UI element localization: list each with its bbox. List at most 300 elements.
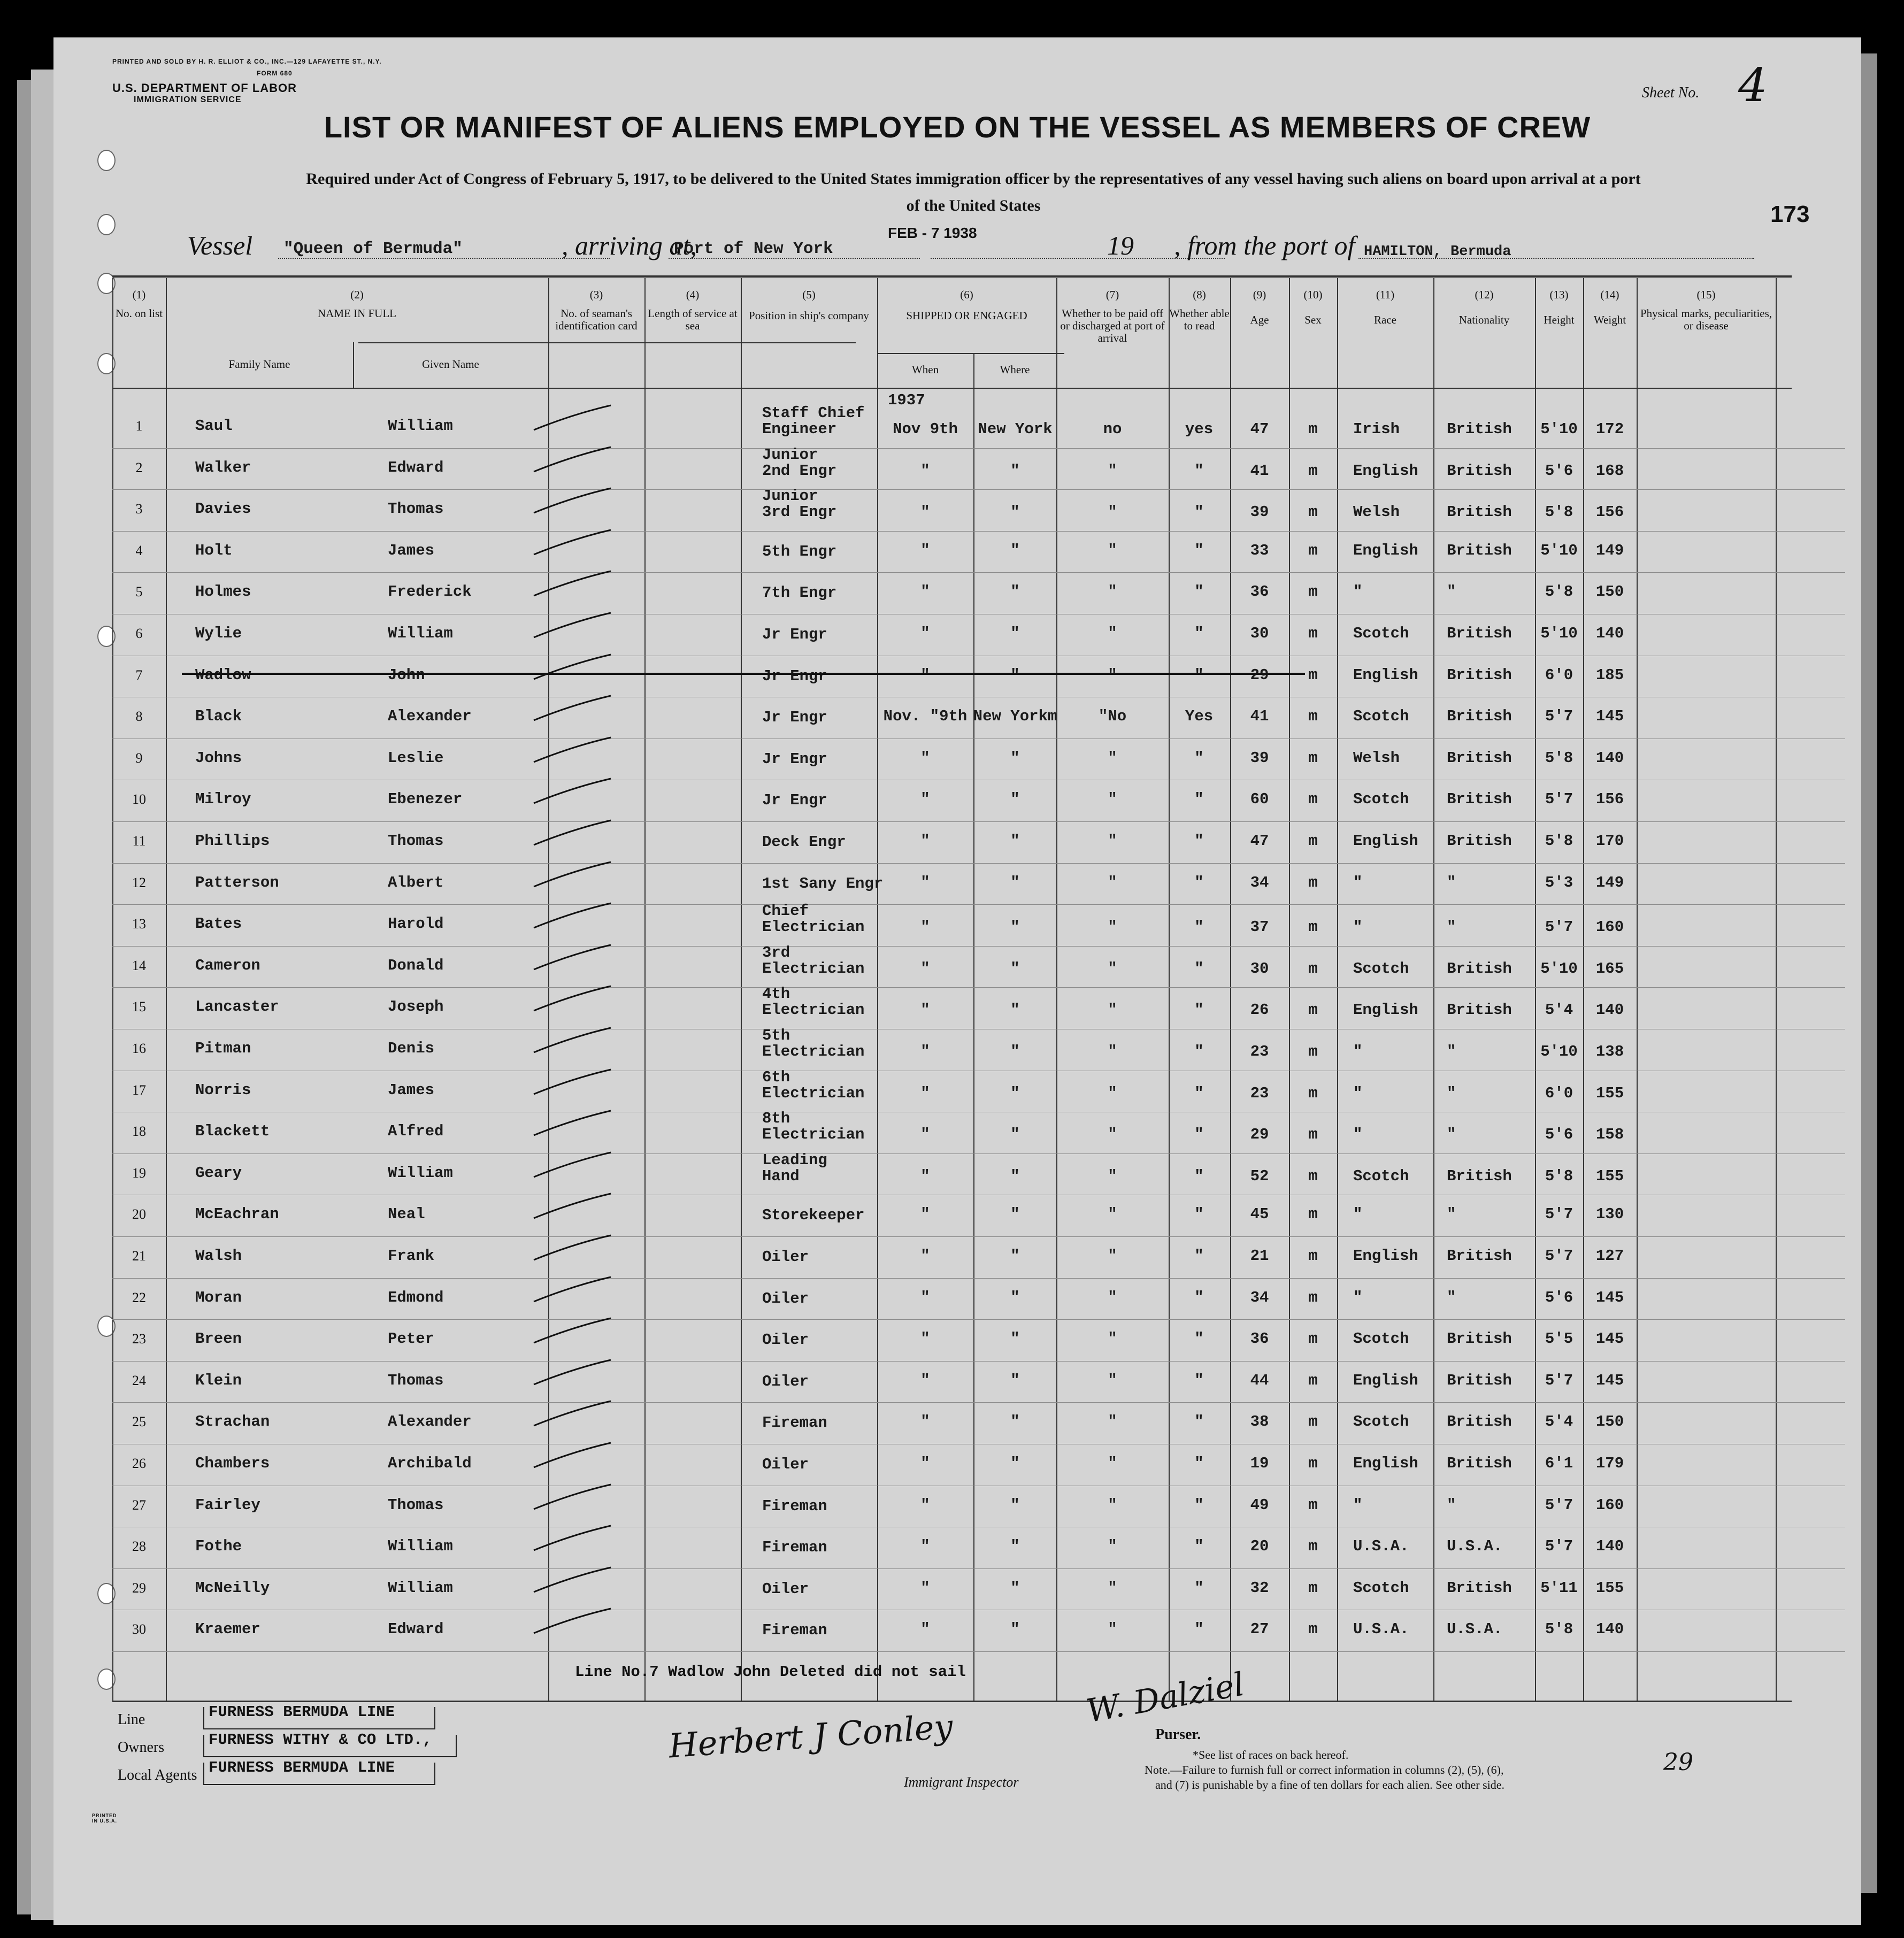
position-line-2: 3rd Engr bbox=[762, 503, 837, 521]
shipped-where: " bbox=[1010, 832, 1020, 850]
nationality: " bbox=[1447, 1084, 1456, 1102]
age: 30 bbox=[1250, 625, 1269, 642]
family-name: Wylie bbox=[195, 625, 242, 642]
col-rule bbox=[1337, 278, 1338, 1701]
id-card-dash-mark bbox=[529, 1025, 615, 1057]
col-13-header: (13) Height bbox=[1544, 288, 1575, 326]
nationality: British bbox=[1447, 1413, 1512, 1431]
nationality: British bbox=[1447, 625, 1512, 642]
paid-off: " bbox=[1108, 1371, 1117, 1389]
nationality: U.S.A. bbox=[1447, 1620, 1503, 1639]
given-name: William bbox=[388, 1537, 453, 1556]
row-rule bbox=[112, 448, 1845, 449]
nationality: British bbox=[1447, 1579, 1512, 1597]
row-number: 5 bbox=[135, 584, 143, 600]
given-name: William bbox=[388, 417, 453, 435]
col-10-header: (10) Sex bbox=[1303, 288, 1323, 326]
row-number: 19 bbox=[132, 1165, 146, 1181]
race: U.S.A. bbox=[1353, 1620, 1409, 1639]
row-rule bbox=[112, 863, 1845, 864]
family-name: Breen bbox=[195, 1330, 242, 1348]
page-number: 173 bbox=[1770, 201, 1810, 227]
weight: 145 bbox=[1595, 1330, 1624, 1348]
col-rule bbox=[1637, 278, 1638, 1701]
paid-off: " bbox=[1108, 1620, 1117, 1639]
id-card-dash-mark bbox=[529, 1564, 615, 1596]
row-number: 6 bbox=[135, 626, 143, 641]
requirement-line-2: of the United States bbox=[906, 197, 1041, 214]
height: 5'10 bbox=[1540, 1043, 1578, 1060]
col-7-header: (7) Whether to be paid off or discharged at port of arrival bbox=[1060, 288, 1165, 344]
height: 5'8 bbox=[1545, 832, 1573, 850]
nationality: " bbox=[1447, 1496, 1456, 1514]
sex: m bbox=[1308, 790, 1318, 809]
position-line-2: Jr Engr bbox=[762, 709, 827, 727]
shipped-where: " bbox=[1010, 873, 1020, 891]
row-rule bbox=[112, 572, 1845, 573]
col-rule bbox=[1169, 278, 1170, 1701]
race: Welsh bbox=[1353, 749, 1400, 767]
race: " bbox=[1353, 583, 1363, 601]
given-name: Edward bbox=[388, 458, 444, 476]
family-name: Davies bbox=[195, 500, 251, 518]
row-number: 26 bbox=[132, 1456, 146, 1471]
height: 5'4 bbox=[1545, 1413, 1573, 1431]
shipped-when: " bbox=[920, 625, 930, 642]
able-to-read: " bbox=[1194, 1620, 1204, 1639]
age: 19 bbox=[1250, 1455, 1269, 1472]
position-line-2: Fireman bbox=[762, 1621, 827, 1640]
position-line-2: Electrician bbox=[762, 1126, 865, 1144]
nationality: " bbox=[1447, 1043, 1456, 1060]
weight: 155 bbox=[1595, 1084, 1624, 1102]
race: Scotch bbox=[1353, 1330, 1409, 1348]
row-number: 11 bbox=[132, 833, 146, 849]
sex: m bbox=[1308, 1167, 1318, 1185]
position-line-2: Hand bbox=[762, 1167, 800, 1185]
paid-off: " bbox=[1108, 1084, 1117, 1102]
paid-off: " bbox=[1108, 1330, 1117, 1348]
sex: m bbox=[1308, 503, 1318, 521]
weight: 165 bbox=[1595, 959, 1624, 978]
age: 32 bbox=[1250, 1579, 1269, 1597]
paid-off: " bbox=[1108, 873, 1117, 891]
family-name: Geary bbox=[195, 1164, 242, 1182]
weight: 140 bbox=[1595, 1537, 1624, 1556]
header-rule bbox=[877, 353, 1064, 354]
age: 36 bbox=[1250, 583, 1269, 601]
shipped-where: " bbox=[1010, 1205, 1020, 1224]
position-line-2: Storekeeper bbox=[762, 1206, 865, 1225]
weight: 140 bbox=[1595, 1620, 1624, 1639]
id-card-dash-mark bbox=[529, 1522, 615, 1555]
weight: 160 bbox=[1595, 918, 1624, 936]
able-to-read: " bbox=[1194, 1537, 1204, 1556]
able-to-read: " bbox=[1194, 1496, 1204, 1514]
corner-number: 29 bbox=[1663, 1749, 1693, 1776]
field-box bbox=[203, 1763, 435, 1785]
header-rule bbox=[358, 342, 856, 343]
row-number: 13 bbox=[132, 916, 146, 932]
shipped-where: " bbox=[1010, 790, 1020, 809]
sex: m bbox=[1308, 1496, 1318, 1514]
family-name: Johns bbox=[195, 749, 242, 767]
age: 23 bbox=[1250, 1043, 1269, 1060]
paid-off: " bbox=[1108, 1455, 1117, 1472]
shipped-when: " bbox=[920, 918, 930, 936]
age: 23 bbox=[1250, 1084, 1269, 1102]
table-top-rule bbox=[112, 275, 1792, 278]
row-number: 14 bbox=[132, 957, 146, 973]
family-name: Holmes bbox=[195, 583, 251, 601]
position-line-1: Chief bbox=[762, 902, 809, 920]
position-line-1: Junior bbox=[762, 487, 818, 505]
row-rule bbox=[112, 1361, 1845, 1362]
note-line-1: *See list of races on back hereof. bbox=[1193, 1748, 1349, 1762]
id-card-dash-mark bbox=[529, 859, 615, 891]
col-11-header: (11) Race bbox=[1374, 288, 1396, 326]
height: 5'10 bbox=[1540, 541, 1578, 559]
col-9-header: (9) Age bbox=[1250, 288, 1269, 326]
sex: m bbox=[1308, 1247, 1318, 1265]
row-number: 21 bbox=[132, 1248, 146, 1264]
nationality: British bbox=[1447, 749, 1512, 767]
position-line-2: Electrician bbox=[762, 1084, 865, 1102]
race: Scotch bbox=[1353, 1413, 1409, 1431]
paid-off: " bbox=[1108, 625, 1117, 642]
paid-off: " bbox=[1108, 1579, 1117, 1597]
weight: 145 bbox=[1595, 1371, 1624, 1389]
row-number: 17 bbox=[132, 1082, 146, 1098]
row-number: 20 bbox=[132, 1206, 146, 1222]
able-to-read: " bbox=[1194, 1330, 1204, 1348]
col-rule bbox=[973, 353, 974, 1701]
row-rule bbox=[112, 1153, 1845, 1154]
weight: 149 bbox=[1595, 541, 1624, 559]
weight: 170 bbox=[1595, 832, 1624, 850]
race: " bbox=[1353, 873, 1363, 891]
position-line-2: Jr Engr bbox=[762, 791, 827, 810]
weight: 172 bbox=[1595, 420, 1624, 438]
row-rule bbox=[112, 1651, 1845, 1652]
given-name: Ebenezer bbox=[388, 790, 463, 809]
race: " bbox=[1353, 1043, 1363, 1060]
row-number: 3 bbox=[135, 501, 143, 517]
weight: 155 bbox=[1595, 1167, 1624, 1185]
row-number: 24 bbox=[132, 1372, 146, 1388]
row-number: 23 bbox=[132, 1331, 146, 1347]
col-4-header: (4) Length of service at sea bbox=[648, 288, 738, 332]
able-to-read: " bbox=[1194, 1084, 1204, 1102]
given-name: Thomas bbox=[388, 832, 444, 850]
height: 5'10 bbox=[1540, 420, 1578, 438]
position-line-2: Engineer bbox=[762, 420, 837, 438]
weight: 160 bbox=[1595, 1496, 1624, 1514]
able-to-read: " bbox=[1194, 1371, 1204, 1389]
race: Scotch bbox=[1353, 707, 1409, 726]
height: 5'7 bbox=[1545, 1537, 1573, 1556]
able-to-read: " bbox=[1194, 1247, 1204, 1265]
given-name: William bbox=[388, 1164, 453, 1182]
shipped-when: Nov 9th bbox=[893, 420, 958, 438]
row-number: 28 bbox=[132, 1539, 146, 1555]
able-to-read: " bbox=[1194, 749, 1204, 767]
sex: m bbox=[1308, 1579, 1318, 1597]
weight: 127 bbox=[1595, 1247, 1624, 1265]
shipped-year: 1937 bbox=[888, 391, 925, 409]
given-name: John bbox=[388, 666, 425, 684]
underline bbox=[669, 258, 920, 259]
given-name: Joseph bbox=[388, 998, 444, 1016]
paid-off: " bbox=[1108, 1537, 1117, 1556]
family-name: Fothe bbox=[195, 1537, 242, 1556]
col-2-header: (2) NAME IN FULL bbox=[318, 288, 396, 320]
col-rule bbox=[166, 278, 167, 1701]
family-name: Black bbox=[195, 707, 242, 726]
line-value: FURNESS BERMUDA LINE bbox=[209, 1703, 395, 1721]
height: 6'1 bbox=[1545, 1455, 1573, 1472]
race: Irish bbox=[1353, 420, 1400, 438]
shipped-where: " bbox=[1010, 749, 1020, 767]
age: 41 bbox=[1250, 462, 1269, 480]
nationality: " bbox=[1447, 1205, 1456, 1224]
given-name: Edward bbox=[388, 1620, 444, 1639]
race: " bbox=[1353, 1496, 1363, 1514]
shipped-when: " bbox=[920, 583, 930, 601]
shipped-when: " bbox=[920, 1496, 930, 1514]
sex: m bbox=[1308, 707, 1318, 726]
race: Scotch bbox=[1353, 1579, 1409, 1597]
able-to-read: " bbox=[1194, 1288, 1204, 1306]
height: 5'8 bbox=[1545, 583, 1573, 601]
height: 5'10 bbox=[1540, 625, 1578, 642]
shipped-where: " bbox=[1010, 625, 1020, 642]
position-line-1: Junior bbox=[762, 445, 818, 464]
shipped-when: " bbox=[920, 1167, 930, 1185]
row-rule bbox=[112, 1402, 1845, 1403]
col-rule bbox=[877, 278, 878, 1701]
col-2a-header: Family Name bbox=[228, 358, 290, 371]
sex: m bbox=[1308, 625, 1318, 642]
shipped-where: " bbox=[1010, 541, 1020, 559]
arrival-date-stamp: FEB - 7 1938 bbox=[888, 225, 977, 241]
col-rule bbox=[644, 278, 646, 1701]
id-card-dash-mark bbox=[529, 527, 615, 559]
id-card-dash-mark bbox=[529, 444, 615, 476]
row-number: 27 bbox=[132, 1497, 146, 1513]
able-to-read: " bbox=[1194, 918, 1204, 936]
shipped-when: " bbox=[920, 1043, 930, 1060]
family-name: Holt bbox=[195, 541, 233, 559]
owners-label: Owners bbox=[118, 1739, 165, 1756]
position-line-1: 6th bbox=[762, 1068, 790, 1086]
race: " bbox=[1353, 1205, 1363, 1224]
shipped-when: " bbox=[920, 541, 930, 559]
shipped-when: " bbox=[920, 832, 930, 850]
able-to-read: " bbox=[1194, 503, 1204, 521]
col-rule bbox=[1535, 278, 1536, 1701]
underline bbox=[1358, 258, 1754, 259]
family-name: McNeilly bbox=[195, 1579, 270, 1597]
position-line-2: Oiler bbox=[762, 1372, 809, 1390]
given-name: James bbox=[388, 1081, 435, 1099]
weight: 156 bbox=[1595, 790, 1624, 809]
given-name: Thomas bbox=[388, 1371, 444, 1389]
shipped-when: Nov. "9th bbox=[883, 707, 968, 726]
paid-off: "No bbox=[1098, 707, 1127, 726]
id-card-dash-mark bbox=[529, 1232, 615, 1264]
sex: m bbox=[1308, 541, 1318, 559]
printed-mark: PRINTED IN U.S.A. bbox=[92, 1813, 118, 1824]
shipped-when: " bbox=[920, 1126, 930, 1144]
id-card-dash-mark bbox=[529, 651, 615, 683]
given-name: Alexander bbox=[388, 707, 472, 726]
row-rule bbox=[112, 1568, 1845, 1569]
position-line-2: Fireman bbox=[762, 1497, 827, 1515]
shipped-where: " bbox=[1010, 1126, 1020, 1144]
sheet-label: Sheet No. bbox=[1642, 84, 1700, 101]
paid-off: " bbox=[1108, 1413, 1117, 1431]
row-rule bbox=[112, 1319, 1845, 1320]
race: English bbox=[1353, 1455, 1418, 1472]
able-to-read: " bbox=[1194, 959, 1204, 978]
row-rule bbox=[112, 1278, 1845, 1279]
position-line-2: Deck Engr bbox=[762, 833, 846, 851]
able-to-read: " bbox=[1194, 1455, 1204, 1472]
weight: 150 bbox=[1595, 583, 1624, 601]
height: 5'8 bbox=[1545, 749, 1573, 767]
family-name: Fairley bbox=[195, 1496, 260, 1514]
sex: m bbox=[1308, 1288, 1318, 1306]
position-line-1: Staff Chief bbox=[762, 404, 865, 422]
age: 37 bbox=[1250, 918, 1269, 936]
given-name: Archibald bbox=[388, 1455, 472, 1472]
document-title: LIST OR MANIFEST OF ALIENS EMPLOYED ON THE VESSEL AS MEMBERS OF CREW bbox=[324, 110, 1591, 144]
race: Scotch bbox=[1353, 790, 1409, 809]
position-line-2: Electrician bbox=[762, 1001, 865, 1019]
nationality: British bbox=[1447, 1247, 1512, 1265]
paid-off: " bbox=[1108, 1126, 1117, 1144]
age: 47 bbox=[1250, 832, 1269, 850]
arriving-label: , arriving at, bbox=[562, 230, 697, 260]
service: IMMIGRATION SERVICE bbox=[134, 95, 242, 104]
age: 29 bbox=[1250, 666, 1269, 684]
table-bottom-rule bbox=[112, 1701, 1792, 1702]
row-number: 29 bbox=[132, 1580, 146, 1596]
able-to-read: " bbox=[1194, 583, 1204, 601]
given-name: James bbox=[388, 541, 435, 559]
age: 34 bbox=[1250, 1288, 1269, 1306]
col-12-header: (12) Nationality bbox=[1458, 288, 1510, 326]
sex: m bbox=[1308, 420, 1318, 438]
given-name: Alfred bbox=[388, 1122, 444, 1141]
col-2b-header: Given Name bbox=[422, 358, 479, 371]
shipped-where: New Yorkm bbox=[973, 707, 1057, 726]
race: English bbox=[1353, 1247, 1418, 1265]
able-to-read: " bbox=[1194, 462, 1204, 480]
able-to-read: " bbox=[1194, 873, 1204, 891]
sex: m bbox=[1308, 1455, 1318, 1472]
height: 6'0 bbox=[1545, 666, 1573, 684]
id-card-dash-mark bbox=[529, 1440, 615, 1472]
col-6-header: (6) SHIPPED OR ENGAGED bbox=[906, 288, 1027, 322]
race: English bbox=[1353, 541, 1418, 559]
height: 5'7 bbox=[1545, 1205, 1573, 1224]
weight: 145 bbox=[1595, 707, 1624, 726]
paid-off: no bbox=[1103, 420, 1122, 438]
id-card-dash-mark bbox=[529, 775, 615, 808]
col-rule bbox=[1776, 278, 1777, 1701]
id-card-dash-mark bbox=[529, 568, 615, 600]
age: 39 bbox=[1250, 749, 1269, 767]
inspector-signature: Herbert J Conley bbox=[667, 1706, 954, 1766]
col-6a-header: When bbox=[911, 363, 939, 376]
shipped-where: " bbox=[1010, 1167, 1020, 1185]
given-name: Donald bbox=[388, 956, 444, 974]
paid-off: " bbox=[1108, 541, 1117, 559]
weight: 185 bbox=[1595, 666, 1624, 684]
shipped-where: " bbox=[1010, 1371, 1020, 1389]
age: 39 bbox=[1250, 503, 1269, 521]
row-rule bbox=[112, 904, 1845, 905]
vessel-name: "Queen of Bermuda" bbox=[283, 240, 463, 258]
shipped-where: New York bbox=[978, 420, 1053, 438]
age: 29 bbox=[1250, 1126, 1269, 1144]
col-rule bbox=[1583, 278, 1584, 1701]
family-name: Milroy bbox=[195, 790, 251, 809]
shipped-when: " bbox=[920, 1413, 930, 1431]
height: 5'7 bbox=[1545, 790, 1573, 809]
nationality: British bbox=[1447, 420, 1512, 438]
id-card-dash-mark bbox=[529, 1149, 615, 1181]
row-number: 25 bbox=[132, 1414, 146, 1430]
position-line-2: Oiler bbox=[762, 1580, 809, 1598]
shipped-when: " bbox=[920, 790, 930, 809]
weight: 130 bbox=[1595, 1205, 1624, 1224]
family-name: Moran bbox=[195, 1288, 242, 1306]
shipped-when: " bbox=[920, 1247, 930, 1265]
manifest-sheet bbox=[53, 37, 1861, 1925]
row-number: 7 bbox=[135, 667, 143, 683]
weight: 140 bbox=[1595, 625, 1624, 642]
purser-label: Purser. bbox=[1155, 1726, 1201, 1743]
able-to-read: " bbox=[1194, 1043, 1204, 1060]
note-line-3: and (7) is punishable by a fine of ten dollars for each alien. See other side. bbox=[1155, 1778, 1505, 1791]
height: 5'8 bbox=[1545, 1167, 1573, 1185]
race: English bbox=[1353, 462, 1418, 480]
family-name: Patterson bbox=[195, 873, 279, 891]
paid-off: " bbox=[1108, 832, 1117, 850]
id-card-dash-mark bbox=[529, 610, 615, 642]
height: 5'6 bbox=[1545, 1126, 1573, 1144]
row-rule bbox=[112, 531, 1845, 532]
shipped-where: " bbox=[1010, 666, 1020, 684]
shipped-when: " bbox=[920, 503, 930, 521]
paid-off: " bbox=[1108, 1205, 1117, 1224]
weight: 158 bbox=[1595, 1126, 1624, 1144]
nationality: British bbox=[1447, 1455, 1512, 1472]
year-label: 19 bbox=[1107, 230, 1134, 260]
race: Scotch bbox=[1353, 959, 1409, 978]
race: " bbox=[1353, 1288, 1363, 1306]
shipped-where: " bbox=[1010, 1330, 1020, 1348]
row-number: 16 bbox=[132, 1041, 146, 1056]
weight: 150 bbox=[1595, 1413, 1624, 1431]
paid-off: " bbox=[1108, 1167, 1117, 1185]
position-line-2: Fireman bbox=[762, 1414, 827, 1432]
paid-off: " bbox=[1108, 749, 1117, 767]
purser-signature: W. Dalziel bbox=[1084, 1665, 1247, 1731]
